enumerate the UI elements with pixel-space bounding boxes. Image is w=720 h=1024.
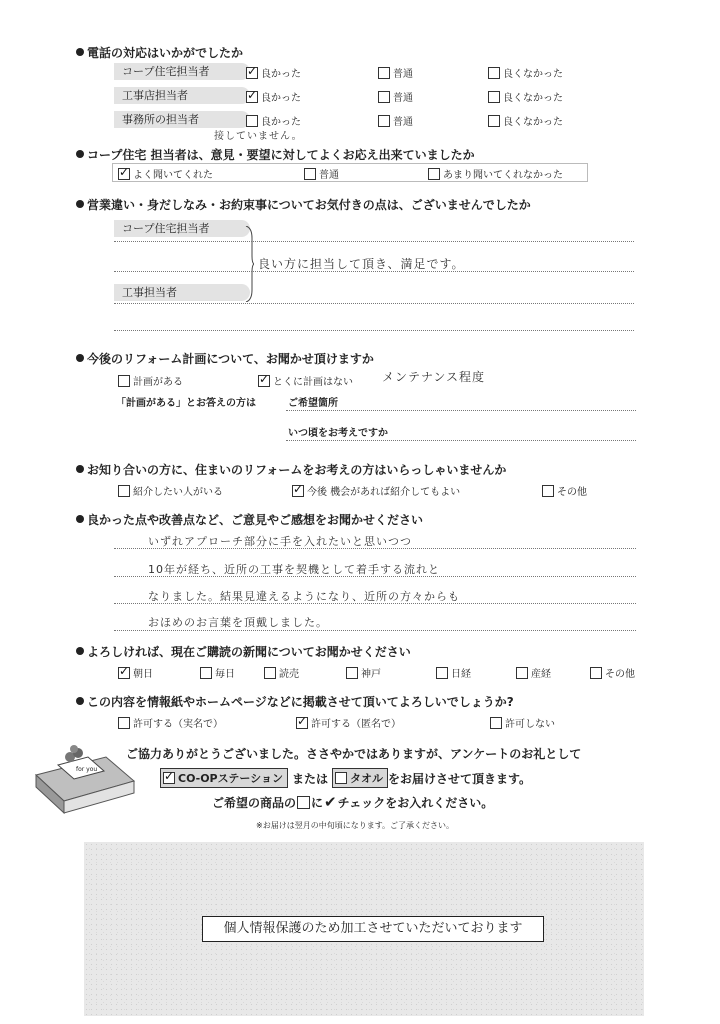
q1-row2-option-3-checkbox[interactable] [488,91,500,103]
q1-row2-option-3-label: 良くなかった [503,93,563,104]
gift-deliver: をお届けさせて頂きます。 [387,771,532,786]
privacy-message: 個人情報保護のため加工させていただいております [202,916,544,942]
q1-row3-option-2-checkbox[interactable] [378,115,390,127]
q2-option-2-label: 普通 [319,170,339,181]
q1-row1-option-2[interactable] [378,65,413,80]
q1-row1-option-3-label: 良くなかった [503,69,563,80]
q1-row2-option-1-checkbox[interactable] [246,91,258,103]
q5-option-3-label: その他 [557,487,587,498]
q2-option-3[interactable] [428,166,563,181]
q4-line-2 [286,440,636,441]
q6-handwritten-line-2: 10年が経ち、近所の工事を契機として着手する流れと [148,563,440,576]
q1-row1-option-1-label: 良かった [261,69,301,80]
footer-thanks: ご協力ありがとうございました。ささやかではありますが、アンケートのお礼として [126,747,582,761]
q7-option-5[interactable] [436,665,471,680]
q7-option-5-label: 日経 [451,669,471,680]
q7-option-3[interactable] [264,665,299,680]
footer-note: ※お届けは翌月の中旬頃になります。ご了承ください。 [256,821,455,830]
q1-row1-option-3[interactable] [488,65,563,80]
q8-option-3-checkbox[interactable] [490,717,502,729]
q8-option-3[interactable] [490,715,555,730]
q3-title: 営業違い・身だしなみ・お約束事についてお気付きの点は、ございませんでしたか [76,196,531,213]
q3-label-builder: 工事担当者 [114,284,250,301]
q2-option-1[interactable] [118,166,213,181]
gift-tag-text: for you [76,766,98,773]
q1-row1-option-1-checkbox[interactable] [246,67,258,79]
q4-option-2-checkbox[interactable] [258,375,270,387]
q1-row2-option-3[interactable] [488,89,563,104]
q5-option-1-checkbox[interactable] [118,485,130,497]
instr-a: ご希望の商品の [212,795,297,810]
gift-or: または [291,771,328,786]
q4-option-1[interactable] [118,373,183,388]
instr-box-icon [297,796,310,809]
q1-row2-option-2[interactable] [378,89,413,104]
q4-sub-when: いつ頃をお考えですか [288,428,388,439]
q1-row3-option-3[interactable] [488,113,563,128]
q5-option-2-checkbox[interactable] [292,485,304,497]
q7-option-4-label: 神戸 [361,669,381,680]
brace-mark [244,226,254,302]
q4-handwritten: メンテナンス程度 [382,370,486,384]
q7-option-7[interactable] [590,665,635,680]
q1-row3-option-1-label: 良かった [261,117,301,128]
q1-row3-option-2[interactable] [378,113,413,128]
q6-title: 良かった点や改善点など、ご意見やご感想をお聞かせください [76,511,423,528]
q4-option-1-label: 計画がある [133,377,183,388]
q7-option-6-checkbox[interactable] [516,667,528,679]
q8-title: この内容を情報紙やホームページなどに掲載させて頂いてよろしいでしょうか? [76,693,514,710]
q2-option-1-label: よく聞いてくれた [133,170,213,181]
q1-row-label-3: 事務所の担当者 [114,111,250,128]
q7-title: よろしければ、現在ご購読の新聞についてお聞かせください [76,643,411,660]
q7-option-3-label: 読売 [279,669,299,680]
handwritten-note-q1: 接していません。 [214,131,303,142]
q2-title: コープ住宅 担当者は、意見・要望に対してよくお応え出来ていましたか [76,146,475,163]
q1-row1-option-3-checkbox[interactable] [488,67,500,79]
q3-line-4 [114,330,634,331]
instr-b: に [311,795,324,810]
q1-row3-option-1-checkbox[interactable] [246,115,258,127]
q5-option-1[interactable] [118,483,223,498]
q4-option-2[interactable] [258,373,353,388]
q6-handwritten-line-3: なりました。結果見違えるようになり、近所の方々からも [148,590,460,603]
q8-option-1-checkbox[interactable] [118,717,130,729]
q1-row3-option-1[interactable] [246,113,301,128]
q6-handwritten-line-1: いずれアプローチ部分に手を入れたいと思いつつ [148,535,412,548]
q7-option-1-label: 朝日 [133,669,153,680]
q8-option-3-label: 許可しない [505,719,555,730]
q2-option-1-checkbox[interactable] [118,168,130,180]
q4-sub-place: ご希望箇所 [288,398,338,409]
q1-row2-option-2-label: 普通 [393,93,413,104]
q7-option-5-checkbox[interactable] [436,667,448,679]
q1-row2-option-1-label: 良かった [261,93,301,104]
q1-row2-option-2-checkbox[interactable] [378,91,390,103]
q1-row-label-1: コープ住宅担当者 [114,63,250,80]
q3-label-coop: コープ住宅担当者 [114,220,250,237]
gift-towel-checkbox[interactable] [335,772,347,784]
q5-title: お知り合いの方に、住まいのリフォームをお考えの方はいらっしゃいませんか [76,461,506,478]
q5-option-1-label: 紹介したい人がいる [133,487,223,498]
q7-option-1[interactable] [118,665,153,680]
q2-option-2-checkbox[interactable] [304,168,316,180]
check-mark-icon: ✔ [324,793,337,811]
q1-title: 電話の対応はいかがでしたか [76,44,243,61]
gift-choice-row [160,768,531,788]
instr-c: チェックをお入れください。 [337,795,494,810]
q5-option-2-label: 今後 機会があれば紹介してもよい [307,487,461,498]
q7-option-6[interactable] [516,665,551,680]
q7-option-2-checkbox[interactable] [200,667,212,679]
q1-row1-option-2-label: 普通 [393,69,413,80]
q8-option-1[interactable] [118,715,223,730]
q3-line-3 [114,303,634,304]
q3-line-1 [114,241,634,242]
q1-row3-option-3-checkbox[interactable] [488,115,500,127]
q2-option-2[interactable] [304,166,339,181]
q4-option-1-checkbox[interactable] [118,375,130,387]
q7-option-4-checkbox[interactable] [346,667,358,679]
gift-coop-checkbox[interactable] [163,772,175,784]
q3-handwritten: 良い方に担当して頂き、満足です。 [258,257,465,271]
q7-option-2[interactable] [200,665,235,680]
q1-row2-option-1[interactable] [246,89,301,104]
q4-sub-intro: 「計画がある」とお答えの方は [116,398,256,409]
q1-row1-option-1[interactable] [246,65,301,80]
q7-option-4[interactable] [346,665,381,680]
q7-option-1-checkbox[interactable] [118,667,130,679]
q6-line-4 [114,630,636,631]
q5-option-3[interactable] [542,483,587,498]
q8-option-2-checkbox[interactable] [296,717,308,729]
q4-option-2-label: とくに計画はない [273,377,353,388]
q8-option-1-label: 許可する（実名で） [133,719,223,730]
q8-option-2-label: 許可する（匿名で） [311,719,401,730]
q4-line-1 [286,410,636,411]
q1-row3-option-2-label: 普通 [393,117,413,128]
q7-option-2-label: 毎日 [215,669,235,680]
q5-option-2[interactable] [292,483,460,498]
gift-option-coop[interactable]: ✓ CO-OPステーション [160,768,288,788]
q6-handwritten-line-4: おほめのお言葉を頂戴しました。 [148,616,328,629]
gift-option-towel[interactable]: タオル [332,768,388,788]
q7-option-7-checkbox[interactable] [590,667,602,679]
gift-book-icon [28,735,138,825]
q1-row-label-2: 工事店担当者 [114,87,250,104]
q7-option-6-label: 産経 [531,669,551,680]
q8-option-2[interactable] [296,715,401,730]
q2-option-3-checkbox[interactable] [428,168,440,180]
gift-instruction [212,793,493,811]
q1-row1-option-2-checkbox[interactable] [378,67,390,79]
q4-title: 今後のリフォーム計画について、お聞かせ頂けますか [76,350,374,367]
q1-row3-option-3-label: 良くなかった [503,117,563,128]
q2-option-3-label: あまり聞いてくれなかった [443,170,563,181]
q7-option-7-label: その他 [605,669,635,680]
q7-option-3-checkbox[interactable] [264,667,276,679]
q5-option-3-checkbox[interactable] [542,485,554,497]
